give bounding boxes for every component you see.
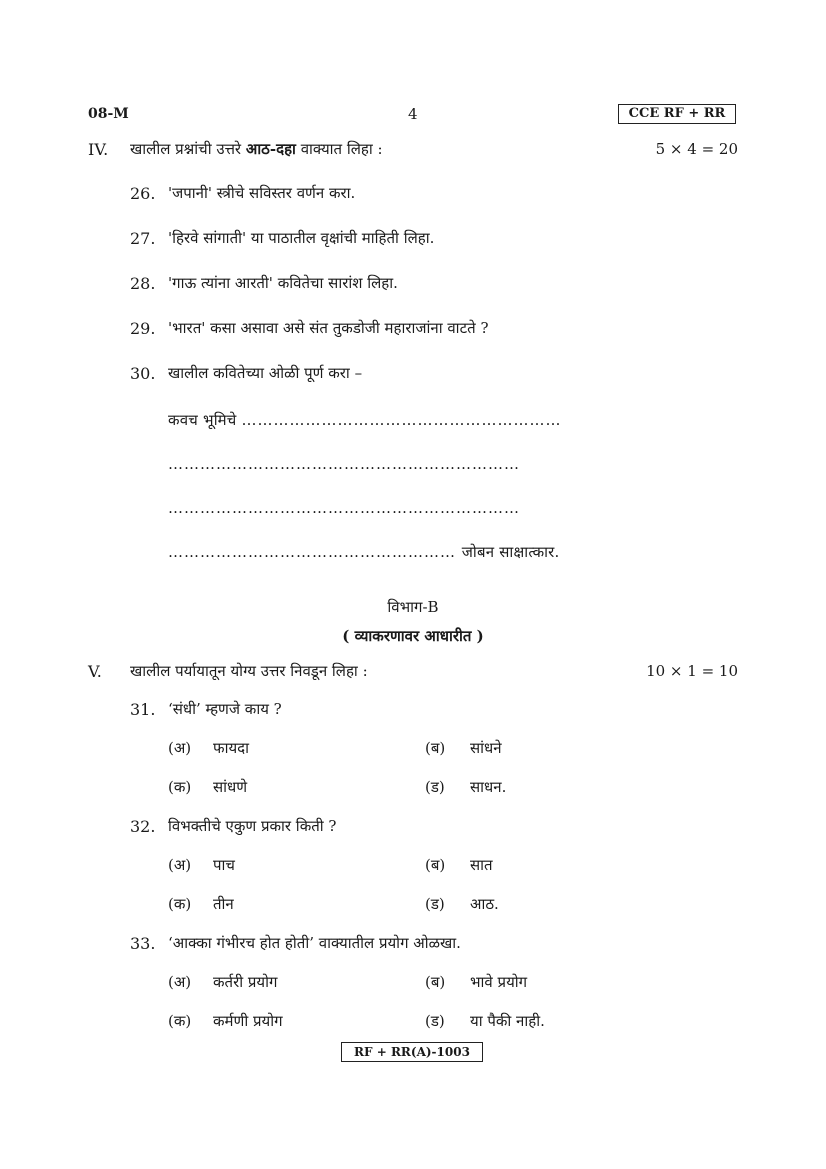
option-label: (अ) [168,739,192,757]
question-number: 33. [130,934,156,953]
question-number: 28. [130,274,156,293]
option-label: (अ) [168,856,192,874]
question-number: 29. [130,319,156,338]
option-text: आठ. [470,895,499,913]
question-number: 32. [130,817,156,836]
question-text: 'हिरवे सांगाती' या पाठातील वृक्षांची माहिती लिहा. [168,229,435,247]
question-number: 27. [130,229,156,248]
poem-blank: ……………………………………………… [168,543,462,561]
option-b [425,972,527,992]
section-b-title: विभाग-B [387,598,439,616]
poem-line-1 [168,410,561,430]
option-text: फायदा [213,739,250,757]
section-v-instruction: खालील पर्यायातून योग्य उत्तर निवडून लिहा : [130,662,368,680]
option-d [425,1011,545,1031]
instruction-bold-text: आठ-दहा [245,140,296,158]
option-d [425,777,506,797]
question-text: 'गाऊ त्यांना आरती' कवितेचा सारांश लिहा. [168,274,398,292]
option-label: (ड) [425,895,445,913]
option-d [425,894,499,914]
question-number: 26. [130,184,156,203]
instruction-text: वाक्यात लिहा : [295,140,383,158]
question-text: ‘आक्का गंभीरच होत होती’ वाक्यातील प्रयोग ओळखा. [168,934,461,952]
option-text: सात [470,856,493,874]
option-label: (अ) [168,973,192,991]
header-exam-box: CCE RF + RR [618,104,736,124]
question-text: 'भारत' कसा असावा असे संत तुकडोजी महाराजांना वाटते ? [168,319,489,337]
option-c [168,777,247,797]
poem-text: जोबन साक्षात्कार. [461,543,560,561]
option-label: (क) [168,1012,192,1030]
option-b [425,738,502,758]
question-number: 31. [130,700,156,719]
question-text: विभक्तीचे एकुण प्रकार किती ? [168,817,337,835]
instruction-text: खालील प्रश्नांची उत्तरे [130,140,246,158]
option-text: साधन. [470,778,507,796]
option-label: (ब) [425,739,446,757]
option-text: या पैकी नाही. [470,1012,545,1030]
option-label: (क) [168,895,192,913]
option-label: (ब) [425,856,446,874]
option-text: पाच [213,856,235,874]
option-label: (ब) [425,973,446,991]
poem-blank: …………………………………………………… [241,411,562,429]
section-v-numeral: V. [88,662,102,681]
section-iv-marks: 5 × 4 = 20 [655,140,738,158]
option-text: भावे प्रयोग [470,973,528,991]
question-number: 30. [130,364,156,383]
section-b-subtitle: ( व्याकरणावर आधारीत ) [342,627,484,645]
option-a [168,855,235,875]
question-text: ‘संधी’ म्हणजे काय ? [168,700,282,718]
option-a [168,972,277,992]
question-text: खालील कवितेच्या ओळी पूर्ण करा – [168,364,363,382]
paper-code: 08-M [88,106,129,122]
option-text: तीन [213,895,234,913]
poem-text: कवच भूमिचे [168,411,242,429]
option-label: (क) [168,778,192,796]
option-text: सांधणे [213,778,248,796]
option-text: कर्मणी प्रयोग [213,1012,283,1030]
option-b [425,855,493,875]
section-iv-instruction [130,139,383,159]
page-number: 4 [408,105,418,123]
poem-line-2: ………………………………………………………… [168,455,520,473]
footer-code-box: RF + RR(A)-1003 [341,1042,483,1062]
question-text: 'जपानी' स्त्रीचे सविस्तर वर्णन करा. [168,184,356,202]
option-c [168,894,234,914]
poem-line-4 [168,542,559,562]
option-a [168,738,249,758]
option-label: (ड) [425,1012,445,1030]
section-iv-numeral: IV. [88,140,109,159]
option-text: कर्तरी प्रयोग [213,973,278,991]
poem-line-3: ………………………………………………………… [168,499,520,517]
option-c [168,1011,283,1031]
section-v-marks: 10 × 1 = 10 [646,662,738,680]
option-label: (ड) [425,778,445,796]
option-text: सांधने [470,739,502,757]
